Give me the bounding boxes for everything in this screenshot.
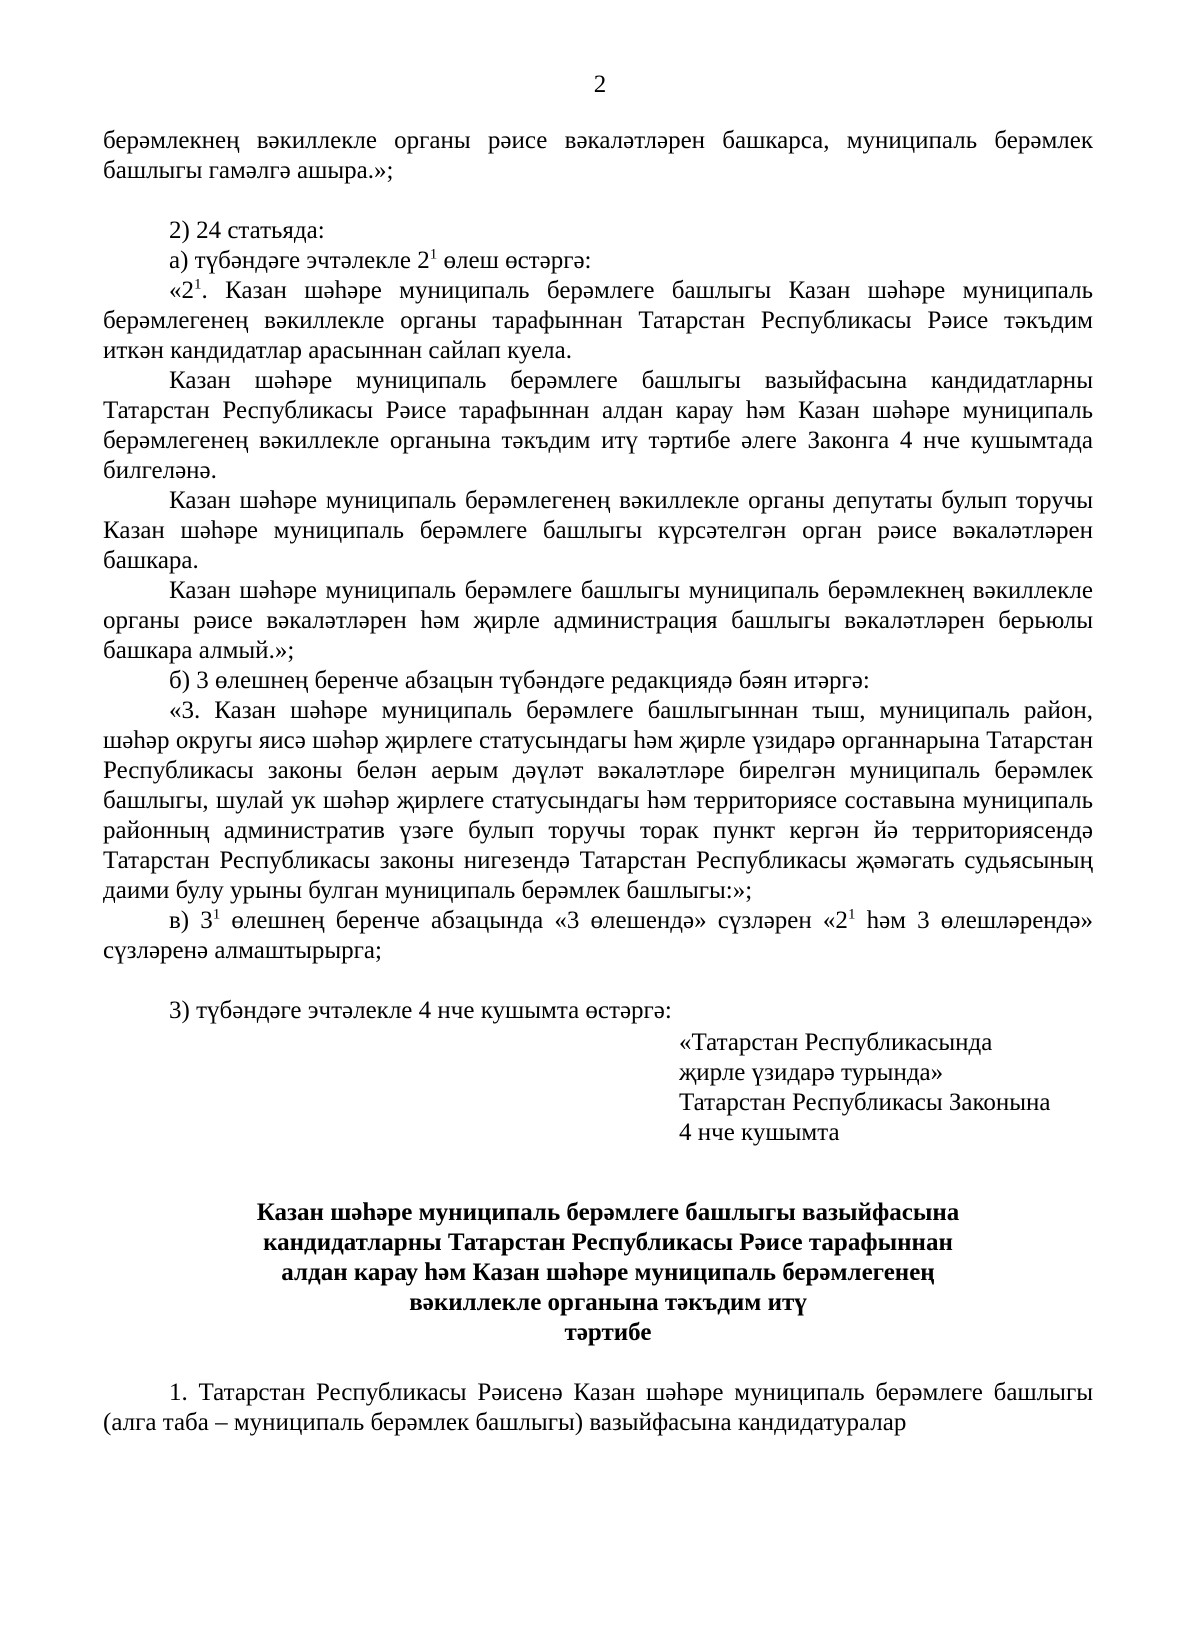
title-line: тәртибе [564,1319,652,1346]
continued-paragraph: берәмлекнең вәкиллекле органы рәисе вәкаләтләрен башкарса, муниципаль берәмлек башлыгы гамәлгә ашыра.»; [103,127,1093,184]
appendix-line: Татарстан Республикасы Законына [679,1089,1051,1116]
page-number: 2 [593,71,607,98]
subitem-v: в) $3^1$ өлешнең беренче абзацында «3 өлешендә» сүзләрен «$2^1$ һәм 3 өлешләрендә» сүзләренә алмаштырырга; [103,906,1093,964]
title-line: вәкиллекле органына тәкъдим итү [409,1289,807,1316]
quoted-paragraph-3: Казан шәһәре муниципаль берәмлегенең вәкиллекле органы депутаты булып торучы Казан шәһәре муниципаль берәмлеге башлыгы күрсәтелгән орган рәисе вәкаләтләрен башкара. [103,487,1093,574]
appendix-title [103,1198,1093,1348]
title-line: Казан шәһәре муниципаль берәмлеге башлыгы вазыйфасына [256,1199,960,1226]
subitem-b: б) 3 өлешнең беренче абзацын түбәндәге редакциядә бәян итәргә: [169,667,870,694]
title-line: кандидатларны Татарстан Республикасы Рәисе тарафыннан [263,1229,953,1256]
quoted-paragraph-4: Казан шәһәре муниципаль берәмлеге башлыгы муниципаль берәмлекнең вәкиллекле органы рәисе вәкаләтләрен һәм җирле администрация башлыгы вәкаләтләрен берьюлы башкара алмый.»; [103,577,1093,664]
quoted-part-2-1: «$2^1$. Казан шәһәре муниципаль берәмлеге башлыгы Казан шәһәре муниципаль берәмлегенең вәкиллекле органы тарафыннан Татарстан Республикасы Рәисе тәкъдим иткән кандидатлар арасыннан сайлап куела. [103,276,1093,364]
quoted-part-3: «3. Казан шәһәре муниципаль берәмлеге башлыгыннан тыш, муниципаль район, шәһәр округы яисә шәһәр җирлеге статусындагы һәм җирле үзидарә органнарына Татарстан Республикасы законы белән аерым дәүләт вәкаләтләре бирелгән муниципаль берәмлек башлыгы, шулай ук шәһәр җирлеге статусындагы һәм территориясе составына муниципаль районның административ үзәге булып торучы торак пункт кергән йә территориясендә Татарстан Республикасы законы нигезендә Татарстан Республикасы җәмәгать судьясының даими булу урыны булган муниципаль берәмлек башлыгы:»; [103,697,1093,904]
item-3-heading: 3) түбәндәге эчтәлекле 4 нче кушымта өстәргә: [169,997,672,1024]
item-2-heading: 2) 24 статьяда: [169,217,325,244]
appendix-line: «Татарстан Республикасында [679,1029,993,1056]
appendix-line: җирле үзидарә турында» [679,1059,944,1086]
document-body [103,126,1093,1438]
point-1: 1. Татарстан Республикасы Рәисенә Казан шәһәре муниципаль берәмлеге башлыгы (алга таба – муниципаль берәмлек башлыгы) вазыйфасына кандидатуралар [103,1379,1093,1436]
subitem-a: а) түбәндәге эчтәлекле $2^1$ өлеш өстәргә: [169,246,592,274]
title-line: алдан карау һәм Казан шәһәре муниципаль берәмлегенең [281,1259,935,1286]
quoted-paragraph-2: Казан шәһәре муниципаль берәмлеге башлыгы вазыйфасына кандидатларны Татарстан Республикасы Рәисе тарафыннан алдан карау һәм Казан шәһәре муниципаль берәмлегенең вәкиллекле органына тәкъдим итү тәртибе әлеге Законга 4 нче кушымтада билгеләнә. [103,367,1093,484]
appendix-reference-block [679,1028,1093,1148]
appendix-line: 4 нче кушымта [679,1119,840,1146]
